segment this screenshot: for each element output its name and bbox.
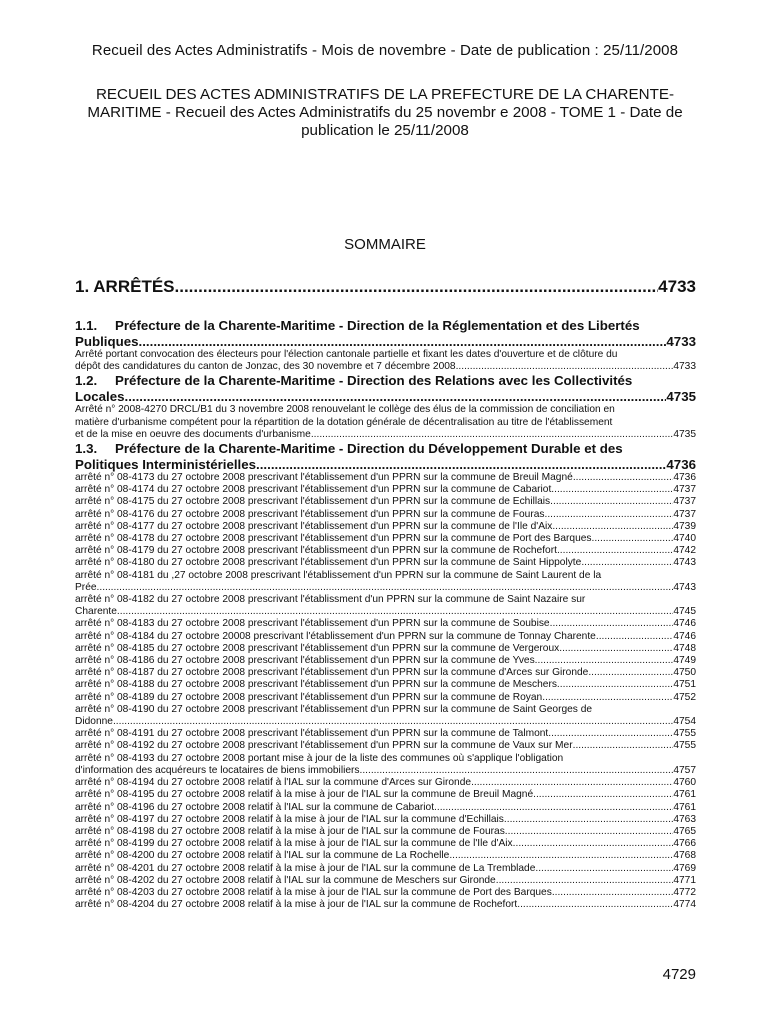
- toc-entry-last-line: [75, 728, 696, 740]
- toc-section-title-line: Préfecture de la Charente-Maritime - Direction des Relations avec les Collectivités: [115, 373, 633, 389]
- toc-section-title[interactable]: [75, 373, 696, 389]
- document-title: [70, 86, 700, 140]
- toc-section-title-line: Préfecture de la Charente-Maritime - Direction de la Réglementation et des Libertés: [115, 318, 640, 333]
- toc-entry-page: 4772: [673, 886, 696, 898]
- toc-entry-page: 4769: [673, 862, 696, 874]
- toc-entry-text: arrêté n° 08-4197 du 27 octobre 2008 relatif à la mise à jour de l'IAL sur la commune d'Echillais: [75, 813, 504, 825]
- toc-entry-page: 4768: [673, 850, 696, 862]
- toc-entry-last-line: [75, 533, 696, 545]
- dot-leader: [581, 557, 673, 569]
- toc-section: [75, 318, 696, 373]
- dot-leader: [434, 802, 673, 814]
- toc-entry-text: arrêté n° 08-4181 du ,27 octobre 2008 prescrivant l'établissement d'un PPRN sur la commune de Saint Laurent de la: [75, 569, 602, 581]
- toc-section-title-end[interactable]: [75, 389, 696, 405]
- toc-entry[interactable]: [75, 728, 696, 740]
- toc-entry[interactable]: [75, 484, 696, 496]
- toc-entry[interactable]: [75, 850, 696, 862]
- toc-entry-page: 4743: [673, 557, 696, 569]
- dot-leader: [360, 765, 674, 777]
- toc-entry-page: 4752: [673, 691, 696, 703]
- dot-leader: [548, 728, 673, 740]
- toc-entry[interactable]: [75, 618, 696, 630]
- toc-main-label: 1. ARRÊTÉS: [75, 277, 175, 296]
- toc-entry-text: arrêté n° 08-4187 du 27 octobre 2008 prescrivant l'établissement d'un PPRN sur la commune d'Arces sur Gironde: [75, 667, 589, 679]
- toc-entry-text: arrêté n° 08-4198 du 27 octobre 2008 relatif à la mise à jour de l'IAL sur la commune de Fouras: [75, 825, 505, 837]
- toc-entry-text: arrêté n° 08-4185 du 27 octobre 2008 prescrivant l'établissement d'un PPRN sur la commune de Vergeroux: [75, 642, 560, 654]
- toc-entry-page: 4757: [673, 764, 696, 776]
- toc-entry-page: 4746: [673, 618, 696, 630]
- page-number: 4729: [662, 966, 696, 983]
- toc-section-title-line: Locales: [75, 388, 125, 404]
- toc-entry[interactable]: [75, 826, 696, 838]
- toc-entry-text: arrêté n° 08-4176 du 27 octobre 2008 prescrivant l'établissement d'un PPRN sur la commune de Fouras: [75, 508, 545, 520]
- toc-entry[interactable]: [75, 789, 696, 801]
- dot-leader: [175, 276, 659, 298]
- dot-leader: [456, 361, 674, 373]
- toc-entry-text: arrêté n° 08-4195 du 27 octobre 2008 relatif à la mise à jour de l'IAL sur la commune de Breuil Magné: [75, 789, 534, 801]
- toc-section-title-line: Publiques: [75, 333, 139, 349]
- dot-leader: [588, 667, 673, 679]
- toc-entry-last-line: [75, 875, 696, 887]
- toc-section-title[interactable]: [75, 441, 696, 457]
- toc-section-number: 1.1.: [75, 318, 98, 333]
- dot-leader: [449, 850, 673, 862]
- toc-entry[interactable]: [75, 521, 696, 533]
- dot-leader: [573, 472, 674, 484]
- toc-entry-text: arrêté n° 08-4204 du 27 octobre 2008 relatif à la mise à jour de l'IAL sur la commune de Rochefort: [75, 899, 518, 911]
- toc-entry-last-line: [75, 826, 696, 838]
- toc-entry-page: 4761: [673, 789, 696, 801]
- toc-entry-text: et de la mise en oeuvre des documents d'urbanisme: [75, 428, 311, 440]
- toc-entry-page: 4737: [673, 508, 696, 520]
- dot-leader: [535, 863, 673, 875]
- toc-entry-last-line: [75, 740, 696, 752]
- toc-entry-text: arrêté n° 08-4191 du 27 octobre 2008 prescrivant l'établissement d'un PPRN sur la commune de Talmont: [75, 728, 549, 740]
- toc-entry-text: arrêté n° 08-4174 du 27 octobre 2008 prescrivant l'établissement d'un PPRN sur la commune de Cabariot: [75, 484, 552, 496]
- toc-section-title[interactable]: [75, 318, 696, 334]
- toc-entry-last-line: [75, 838, 696, 850]
- toc-entry[interactable]: [75, 496, 696, 508]
- dot-leader: [594, 533, 673, 545]
- dot-leader: [573, 740, 674, 752]
- dot-leader: [538, 655, 674, 667]
- toc-entry[interactable]: [75, 667, 696, 679]
- toc-entry-last-line: [75, 679, 696, 691]
- toc-entry[interactable]: [75, 349, 696, 373]
- toc-entry[interactable]: [75, 594, 696, 618]
- toc-entry-text: arrêté n° 08-4193 du 27 octobre 2008 portant mise à jour de la liste des communes où s'applique l'obligation: [75, 752, 564, 764]
- dot-leader: [117, 606, 673, 618]
- toc-entry[interactable]: [75, 887, 696, 899]
- toc-entry-page: 4766: [673, 838, 696, 850]
- toc-entry-text: Didonne: [75, 716, 113, 728]
- toc-entry-last-line: [75, 716, 696, 728]
- toc-section-title-end[interactable]: [75, 334, 696, 350]
- dot-leader: [471, 777, 673, 789]
- toc-entry-page: 4774: [673, 899, 696, 911]
- toc-entry-last-line: [75, 802, 696, 814]
- toc-entry[interactable]: [75, 570, 696, 594]
- dot-leader: [256, 457, 666, 473]
- document-title-line: MARITIME - Recueil des Actes Administratifs du 25 novembr e 2008 - TOME 1 - Date de: [87, 104, 683, 121]
- dot-leader: [513, 838, 674, 850]
- toc-entry-last-line: [75, 618, 696, 630]
- toc-entry[interactable]: [75, 404, 696, 441]
- dot-leader: [551, 484, 673, 496]
- toc-entry-text: arrêté n° 08-4178 du 27 octobre 2008 prescrivant l'établissement d'un PPRN sur la commune de Port des Barques.: [75, 533, 595, 545]
- toc-entry[interactable]: [75, 838, 696, 850]
- toc-entry-text: arrêté n° 08-4194 du 27 octobre 2008 relatif à l'IAL sur la commune d'Arces sur Gironde: [75, 777, 472, 789]
- toc-entry-last-line: [75, 814, 696, 826]
- toc-entry[interactable]: [75, 863, 696, 875]
- toc-entry-text: arrêté n° 08-4182 du 27 octobre 2008 prescrivant l'établissment d'un PPRN sur la commune de Saint Nazaire sur: [75, 594, 586, 606]
- toc-section: [75, 441, 696, 911]
- toc-entry-last-line: [75, 692, 696, 704]
- dot-leader: [552, 887, 674, 899]
- toc-entry-text: Arrêté portant convocation des électeurs pour l'élection cantonale partielle et fixant les dates d'ouverture et de clôture du: [75, 349, 618, 360]
- toc-entry-page: 4761: [673, 801, 696, 813]
- toc-entry-page: 4754: [673, 716, 696, 728]
- toc-entry-page: 4760: [673, 777, 696, 789]
- toc-entry[interactable]: [75, 533, 696, 545]
- toc-entry-text: arrêté n° 08-4188 du 27 octobre 2008 prescrivant l'établissement d'un PPRN sur la commune de Meschers.: [75, 679, 560, 691]
- toc-entry-last-line: [75, 655, 696, 667]
- toc-entry-last-line: [75, 361, 696, 373]
- toc-entry-text: arrêté n° 08-4203 du 27 octobre 2008 relatif à la mise à jour de l'IAL sur la commune de Port des Barques: [75, 886, 552, 898]
- toc-entry-page: 4755: [673, 740, 696, 752]
- toc-entry-text: d'information des acquéreurs te locataires de biens immobiliers: [75, 764, 360, 776]
- toc-entry[interactable]: [75, 704, 696, 728]
- toc-entry-text: arrêté n° 08-4183 du 27 octobre 2008 prescrivant l'établissement d'un PPRN sur la commune de Soubise: [75, 618, 550, 630]
- toc-entry-text: arrêté n° 08-4202 du 27 octobre 2008 relatif à l'IAL sur la commune de Meschers sur Gironde: [75, 874, 496, 886]
- toc-entry-text: dépôt des candidatures du canton de Jonzac, des 30 novembre et 7 décembre 2008: [75, 361, 456, 373]
- toc-entry-page: 4737: [673, 496, 696, 508]
- dot-leader: [139, 334, 667, 350]
- toc-entry-page: 4740: [673, 533, 696, 545]
- dot-leader: [557, 545, 673, 557]
- toc-entry-last-line: [75, 777, 696, 789]
- toc-entry-last-line: [75, 472, 696, 484]
- toc-entry-text: arrêté n° 08-4186 du 27 octobre 2008 prescrivant l'établissement d'un PPRN sur la commune de Yves.: [75, 655, 538, 667]
- toc-entry-page: 4771: [673, 874, 696, 886]
- toc-entry[interactable]: [75, 643, 696, 655]
- toc-entry[interactable]: [75, 545, 696, 557]
- toc-entry-text: arrêté n° 08-4199 du 27 octobre 2008 relatif à la mise à jour de l'IAL sur la commune de l'Ile d'Aix: [75, 838, 513, 850]
- toc-section: [75, 373, 696, 441]
- toc-entry-text: arrêté n° 08-4184 du 27 octobre 20008 prescrivant l'établissement d'un PPRN sur la commune de Tonnay Charente: [75, 630, 596, 642]
- dot-leader: [596, 631, 673, 643]
- dot-leader: [560, 679, 674, 691]
- toc-entry-page: 4743: [673, 581, 696, 593]
- toc-entry[interactable]: [75, 631, 696, 643]
- toc-entry[interactable]: [75, 814, 696, 826]
- toc-entry[interactable]: [75, 777, 696, 789]
- toc-entry-text: arrêté n° 08-4200 du 27 octobre 2008 relatif à l'IAL sur la commune de La Rochelle: [75, 850, 450, 862]
- document-title-line: RECUEIL DES ACTES ADMINISTRATIFS DE LA PREFECTURE DE LA CHARENTE-: [95, 86, 675, 103]
- toc-entry-page: 4763: [673, 813, 696, 825]
- toc-section-title-line: Préfecture de la Charente-Maritime - Direction du Développement Durable et des: [115, 441, 623, 457]
- toc-entry-text: arrêté n° 08-4196 du 27 octobre 2008 relatif à l'IAL sur la commune de Cabariot: [75, 801, 435, 813]
- table-of-contents: [75, 318, 696, 911]
- toc-section-page: 4733: [666, 333, 696, 349]
- dot-leader: [505, 826, 674, 838]
- toc-entry-page: 4746: [673, 630, 696, 642]
- toc-entry-last-line: [75, 582, 696, 594]
- toc-entry[interactable]: [75, 692, 696, 704]
- toc-entry[interactable]: [75, 679, 696, 691]
- toc-entry-last-line: [75, 496, 696, 508]
- toc-section-title-line: Politiques Interministérielles: [75, 456, 257, 472]
- toc-entry-last-line: [75, 631, 696, 643]
- toc-entry-last-line: [75, 606, 696, 618]
- toc-section-title-end[interactable]: [75, 457, 696, 473]
- dot-leader: [552, 521, 673, 533]
- dot-leader: [550, 496, 673, 508]
- toc-entry-last-line: [75, 765, 696, 777]
- toc-entry[interactable]: [75, 802, 696, 814]
- toc-entry-last-line: [75, 850, 696, 862]
- toc-entry[interactable]: [75, 899, 696, 911]
- toc-entry-last-line: [75, 887, 696, 899]
- toc-entry[interactable]: [75, 509, 696, 521]
- dot-leader: [311, 429, 674, 441]
- toc-entry-text: Arrêté n° 2008-4270 DRCL/B1 du 3 novembre 2008 renouvelant le collège des élus de la commission de conciliation en: [75, 404, 615, 416]
- toc-entry[interactable]: [75, 655, 696, 667]
- toc-entry-page: 4742: [673, 545, 696, 557]
- toc-entry-last-line: [75, 789, 696, 801]
- toc-entry-page: 4755: [673, 728, 696, 740]
- toc-entry-page: 4739: [673, 520, 696, 532]
- toc-entry-text: arrêté n° 08-4189 du 27 octobre 2008 prescrivant l'établissement d'un PPRN sur la commune de Royan: [75, 691, 543, 703]
- toc-entry-text: arrêté n° 08-4175 du 27 octobre 2008 prescrivant l'établissement d'un PPRN sur la commune de Echillais: [75, 496, 551, 508]
- toc-entry-last-line: [75, 484, 696, 496]
- dot-leader: [97, 582, 674, 594]
- toc-entry-last-line: [75, 545, 696, 557]
- toc-entry[interactable]: [75, 472, 696, 484]
- toc-entry-last-line: [75, 557, 696, 569]
- toc-entry-text: matière d'urbanisme compétent pour la répartition de la dotation générale de décentralisation au titre de l'établissement: [75, 416, 613, 428]
- toc-entry-text: arrêté n° 08-4192 du 27 octobre 2008 prescrivant l'établissement d'un PPRN sur la commune de Vaux sur Mer: [75, 740, 573, 752]
- toc-entry-text: arrêté n° 08-4179 du 27 octobre 2008 prescrivant l'établissmeent d'un PPRN sur la commune de Rochefort: [75, 545, 557, 557]
- toc-entry-last-line: [75, 863, 696, 875]
- toc-entry-page: 4748: [673, 642, 696, 654]
- toc-entry-last-line: [75, 899, 696, 911]
- toc-entry-page: 4749: [673, 655, 696, 667]
- toc-entry-text: arrêté n° 08-4173 du 27 octobre 2008 prescrivant l'établissement d'un PPRN sur la commune de Breuil Magné: [75, 472, 573, 484]
- dot-leader: [545, 509, 674, 521]
- toc-entry[interactable]: [75, 557, 696, 569]
- toc-section-number: 1.2.: [75, 373, 98, 389]
- dot-leader: [517, 899, 673, 911]
- toc-entry-text: arrêté n° 08-4180 du 27 octobre 2008 prescrivant l'établissement d'un PPRN sur la commune de Saint Hippolyte: [75, 557, 582, 569]
- toc-main-heading[interactable]: [75, 276, 696, 298]
- toc-entry[interactable]: [75, 875, 696, 887]
- toc-entry-page: 4737: [673, 484, 696, 496]
- toc-entry-last-line: [75, 521, 696, 533]
- dot-leader: [125, 389, 667, 405]
- dot-leader: [559, 643, 673, 655]
- toc-main-page: 4733: [658, 277, 696, 296]
- toc-entry[interactable]: [75, 753, 696, 777]
- running-header: Recueil des Actes Administratifs - Mois de novembre - Date de publication : 25/11/2008: [91, 42, 679, 59]
- dot-leader: [504, 814, 673, 826]
- dot-leader: [533, 789, 673, 801]
- dot-leader: [113, 716, 673, 728]
- toc-entry-page: 4751: [673, 679, 696, 691]
- toc-entry-page: 4733: [673, 361, 696, 373]
- toc-entry-last-line: [75, 429, 696, 441]
- toc-entry-page: 4750: [673, 667, 696, 679]
- toc-section-number: 1.3.: [75, 441, 98, 457]
- toc-entry-page: 4736: [673, 472, 696, 484]
- toc-entry-text: arrêté n° 08-4190 du 27 octobre 2008 prescrivant l'établissement d'un PPRN sur la commune de Saint Georges de: [75, 703, 593, 715]
- toc-entry-text: arrêté n° 08-4177 du 27 octobre 2008 prescrivant l'établissement d'un PPRN sur la commune de l'Ile d'Aix: [75, 520, 553, 532]
- toc-entry-last-line: [75, 667, 696, 679]
- toc-entry[interactable]: [75, 740, 696, 752]
- sommaire-heading: SOMMAIRE: [344, 236, 426, 253]
- toc-entry-last-line: [75, 509, 696, 521]
- document-title-line: publication le 25/11/2008: [301, 122, 469, 139]
- toc-section-page: 4736: [666, 456, 696, 472]
- dot-leader: [542, 692, 673, 704]
- toc-entry-text: Prée: [75, 581, 97, 593]
- toc-entry-page: 4745: [673, 606, 696, 618]
- dot-leader: [550, 618, 674, 630]
- toc-entry-text: Charente: [75, 606, 117, 618]
- toc-section-page: 4735: [666, 388, 696, 404]
- toc-entry-page: 4765: [673, 825, 696, 837]
- toc-entry-text: arrêté n° 08-4201 du 27 octobre 2008 relatif à la mise à jour de l'IAL sur la commune de La Tremblade: [75, 862, 536, 874]
- dot-leader: [496, 875, 674, 887]
- toc-entry-last-line: [75, 643, 696, 655]
- toc-entry-page: 4735: [673, 428, 696, 440]
